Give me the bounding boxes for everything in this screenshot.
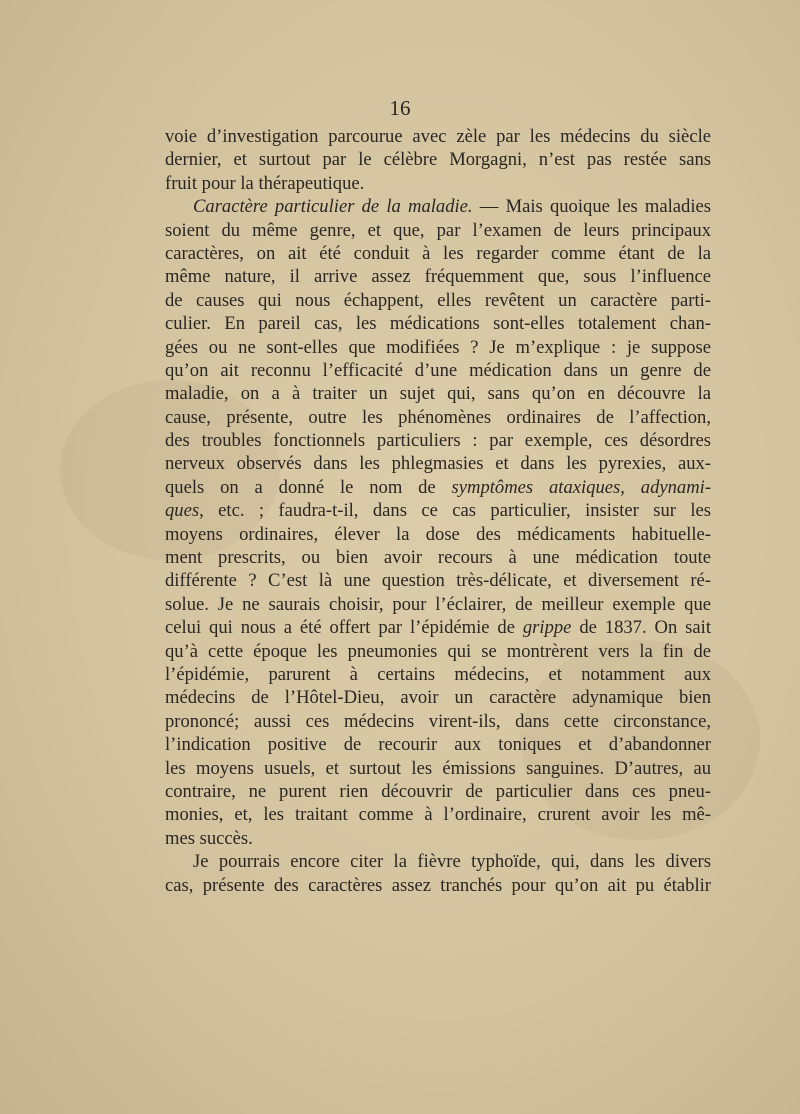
text-line: mes succès. [165,827,253,849]
text-line: culier. En pareil cas, les médications sont-elles totalement chan- [165,313,711,335]
text-line: cause, présente, outre les phénomènes ordinaires de l’affection, [165,406,711,428]
text-line: solue. Je ne saurais choisir, pour l’éclairer, de meilleur exemple que [165,593,711,615]
text-line: cas, présente des caractères assez tranchés pour qu’on ait pu établir [165,874,711,896]
text-line: différente ? C’est là une question très-délicate, et diversement ré- [165,570,711,592]
text-line: médecins de l’Hôtel-Dieu, avoir un caractère adynamique bien [165,687,711,709]
body-text [165,125,711,897]
text-line: qu’à cette époque les pneumonies qui se montrèrent vers la fin de [165,640,711,662]
text-line: contraire, ne purent rien découvrir de particulier dans ces pneu- [165,780,711,802]
text-line: quels on a donné le nom de symptômes ataxiques, adynami- [165,476,711,498]
page-number: 16 [389,96,411,120]
text-line: fruit pour la thérapeutique. [165,172,365,194]
text-line: l’épidémie, parurent à certains médecins, et notamment aux [165,663,711,685]
text-line: Je pourrais encore citer la fièvre typhoïde, qui, dans les divers [193,851,711,873]
text-line: gées ou ne sont-elles que modifiées ? Je m’explique : je suppose [165,336,711,358]
text-line: ques, etc. ; faudra-t-il, dans ce cas particulier, insister sur les [165,500,711,522]
text-line: moyens ordinaires, élever la dose des médicaments habituelle- [165,523,711,545]
text-line: les moyens usuels, et surtout les émissions sanguines. D’autres, au [165,757,711,779]
text-line: de causes qui nous échappent, elles revêtent un caractère parti- [165,289,711,311]
text-line: des troubles fonctionnels particuliers : par exemple, ces désordres [165,430,711,452]
text-line: dernier, et surtout par le célèbre Morgagni, n’est pas restée sans [165,149,711,171]
text-line: même nature, il arrive assez fréquemment que, sous l’influence [165,266,711,288]
text-line: soient du même genre, et que, par l’examen de leurs principaux [165,219,711,241]
text-line: voie d’investigation parcourue avec zèle par les médecins du siècle [165,126,711,147]
text-line: prononcé; aussi ces médecins virent-ils, dans cette circonstance, [165,710,711,732]
text-line: monies, et, les traitant comme à l’ordinaire, crurent avoir les mê- [165,804,711,826]
text-line: caractères, on ait été conduit à les regarder comme étant de la [165,242,711,264]
text-line: l’indication positive de recourir aux toniques et d’abandonner [165,734,711,756]
text-line: maladie, on a à traiter un sujet qui, sans qu’on en découvre la [165,383,711,405]
text-line: qu’on ait reconnu l’efficacité d’une médication dans un genre de [165,359,711,381]
text-line: celui qui nous a été offert par l’épidémie de grippe de 1837. On sait [165,617,711,639]
text-line: nerveux observés dans les phlegmasies et dans les pyrexies, aux- [165,453,711,475]
text-line: ment prescrits, ou bien avoir recours à une médication toute [165,547,711,569]
section-heading-line: Caractère particulier de la maladie. — Mais quoique les maladies [193,196,711,218]
